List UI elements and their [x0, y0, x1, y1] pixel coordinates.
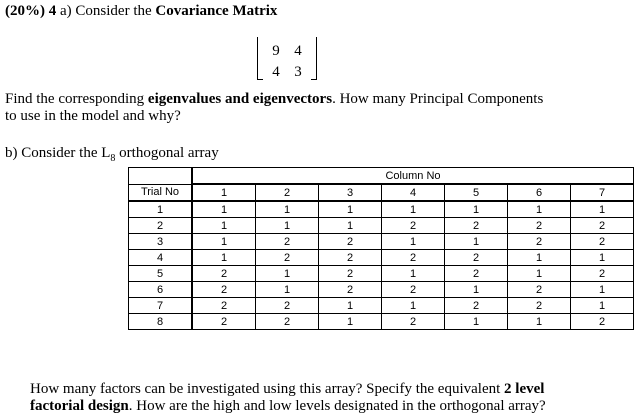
- two-level-label: 2 level: [504, 381, 545, 397]
- table-cell: 1: [508, 266, 571, 282]
- table-row: [129, 314, 634, 330]
- column-number: 2: [256, 184, 319, 201]
- table-cell: 2: [256, 314, 319, 330]
- column-number: 3: [319, 184, 382, 201]
- matrix-cell: 9: [272, 43, 280, 59]
- question-header: [5, 3, 277, 20]
- table-cell: 1: [571, 298, 634, 314]
- table-row: [129, 201, 634, 218]
- table-cell: 2: [192, 298, 256, 314]
- table-cell: 2: [445, 250, 508, 266]
- find-line-2: to use in the model and why?: [5, 108, 181, 124]
- table-cell: 1: [445, 282, 508, 298]
- trial-number: 6: [129, 282, 193, 298]
- table-cell: 1: [508, 250, 571, 266]
- table-cell: 1: [382, 201, 445, 218]
- table-cell: 2: [319, 234, 382, 250]
- table-cell: 2: [382, 282, 445, 298]
- trial-number: 5: [129, 266, 193, 282]
- table-cell: 1: [319, 298, 382, 314]
- matrix-cell: 4: [294, 43, 302, 59]
- matrix-cell: 4: [272, 64, 280, 80]
- final-prefix: How many factors can be investigated using this array? Specify the equivalent: [30, 381, 501, 397]
- trial-number: 1: [129, 201, 193, 218]
- table-cell: 2: [445, 266, 508, 282]
- table-row: [129, 298, 634, 314]
- table-cell: 1: [192, 250, 256, 266]
- table-cell: 1: [382, 266, 445, 282]
- table-cell: 1: [508, 201, 571, 218]
- table-row: [129, 218, 634, 234]
- table-cell: 2: [192, 266, 256, 282]
- table-cell: 2: [508, 234, 571, 250]
- column-number: 1: [192, 184, 256, 201]
- find-line-1: [5, 91, 543, 108]
- orthogonal-array-table: [128, 167, 634, 330]
- part-b-subscript: 8: [110, 153, 116, 164]
- trial-number: 7: [129, 298, 193, 314]
- part-a-prefix: a) Consider the: [60, 3, 152, 19]
- table-cell: 2: [508, 218, 571, 234]
- table-cell: 1: [192, 201, 256, 218]
- table-cell: 1: [445, 201, 508, 218]
- table-cell: 1: [319, 201, 382, 218]
- table-cell: 2: [256, 250, 319, 266]
- trial-number: 4: [129, 250, 193, 266]
- eigen-label: eigenvalues and eigenvectors: [147, 91, 333, 107]
- trial-number: 2: [129, 218, 193, 234]
- table-row: [129, 250, 634, 266]
- table-cell: 2: [571, 234, 634, 250]
- trial-number: 8: [129, 314, 193, 330]
- table-cell: 2: [571, 314, 634, 330]
- column-number-row: [129, 184, 634, 201]
- table-cell: 1: [319, 314, 382, 330]
- final-line-1: [30, 381, 544, 398]
- find-suffix: . How many Principal Components: [332, 91, 544, 107]
- table-cell: 1: [571, 250, 634, 266]
- table-cell: 1: [256, 218, 319, 234]
- table-cell: 1: [571, 201, 634, 218]
- table-cell: 1: [256, 282, 319, 298]
- table-row: [129, 234, 634, 250]
- table-cell: 2: [445, 298, 508, 314]
- table-cell: 2: [382, 250, 445, 266]
- table-cell: 1: [319, 218, 382, 234]
- table-cell: 1: [382, 234, 445, 250]
- final-suffix: . How are the high and low levels designated in the orthogonal array?: [128, 398, 546, 414]
- table-cell: 2: [319, 250, 382, 266]
- table-cell: 1: [256, 201, 319, 218]
- table-cell: 2: [508, 282, 571, 298]
- column-number: 7: [571, 184, 634, 201]
- covariance-matrix-label: Covariance Matrix: [155, 3, 278, 19]
- covariance-matrix: [257, 37, 317, 81]
- table-cell: 1: [192, 234, 256, 250]
- table-cell: 2: [571, 266, 634, 282]
- column-number: 4: [382, 184, 445, 201]
- matrix-right-bracket: [311, 37, 317, 80]
- part-b-line: [5, 145, 219, 167]
- table-cell: 1: [256, 266, 319, 282]
- factorial-design-label: factorial design: [30, 398, 129, 414]
- find-prefix: Find the corresponding: [5, 91, 145, 107]
- table-row: [129, 282, 634, 298]
- table-cell: 1: [382, 298, 445, 314]
- table-cell: 1: [192, 218, 256, 234]
- matrix-left-bracket: [257, 37, 263, 80]
- table-cell: 2: [256, 298, 319, 314]
- matrix-cell: 3: [294, 64, 302, 80]
- table-cell: 2: [571, 218, 634, 234]
- column-number: 6: [508, 184, 571, 201]
- table-cell: 1: [445, 234, 508, 250]
- table-cell: 2: [382, 314, 445, 330]
- trial-no-header: Trial No: [129, 184, 193, 201]
- table-cell: 2: [256, 234, 319, 250]
- table-cell: 2: [508, 298, 571, 314]
- table-row: [129, 266, 634, 282]
- table-cell: 1: [508, 314, 571, 330]
- trial-number: 3: [129, 234, 193, 250]
- table-cell: 2: [192, 282, 256, 298]
- table-cell: 2: [319, 282, 382, 298]
- table-cell: 1: [571, 282, 634, 298]
- table-cell: 2: [445, 218, 508, 234]
- final-line-2: [30, 398, 546, 415]
- column-no-header: Column No: [192, 168, 634, 185]
- table-cell: 2: [192, 314, 256, 330]
- question-number: 4: [48, 3, 57, 19]
- table-cell: 2: [382, 218, 445, 234]
- table-header-row: [129, 168, 634, 185]
- part-b-suffix: orthogonal array: [115, 145, 219, 161]
- column-number: 5: [445, 184, 508, 201]
- table-cell: 2: [319, 266, 382, 282]
- table-cell: 1: [445, 314, 508, 330]
- part-b-text: b) Consider the L: [5, 145, 111, 161]
- marks: (20%): [5, 3, 45, 19]
